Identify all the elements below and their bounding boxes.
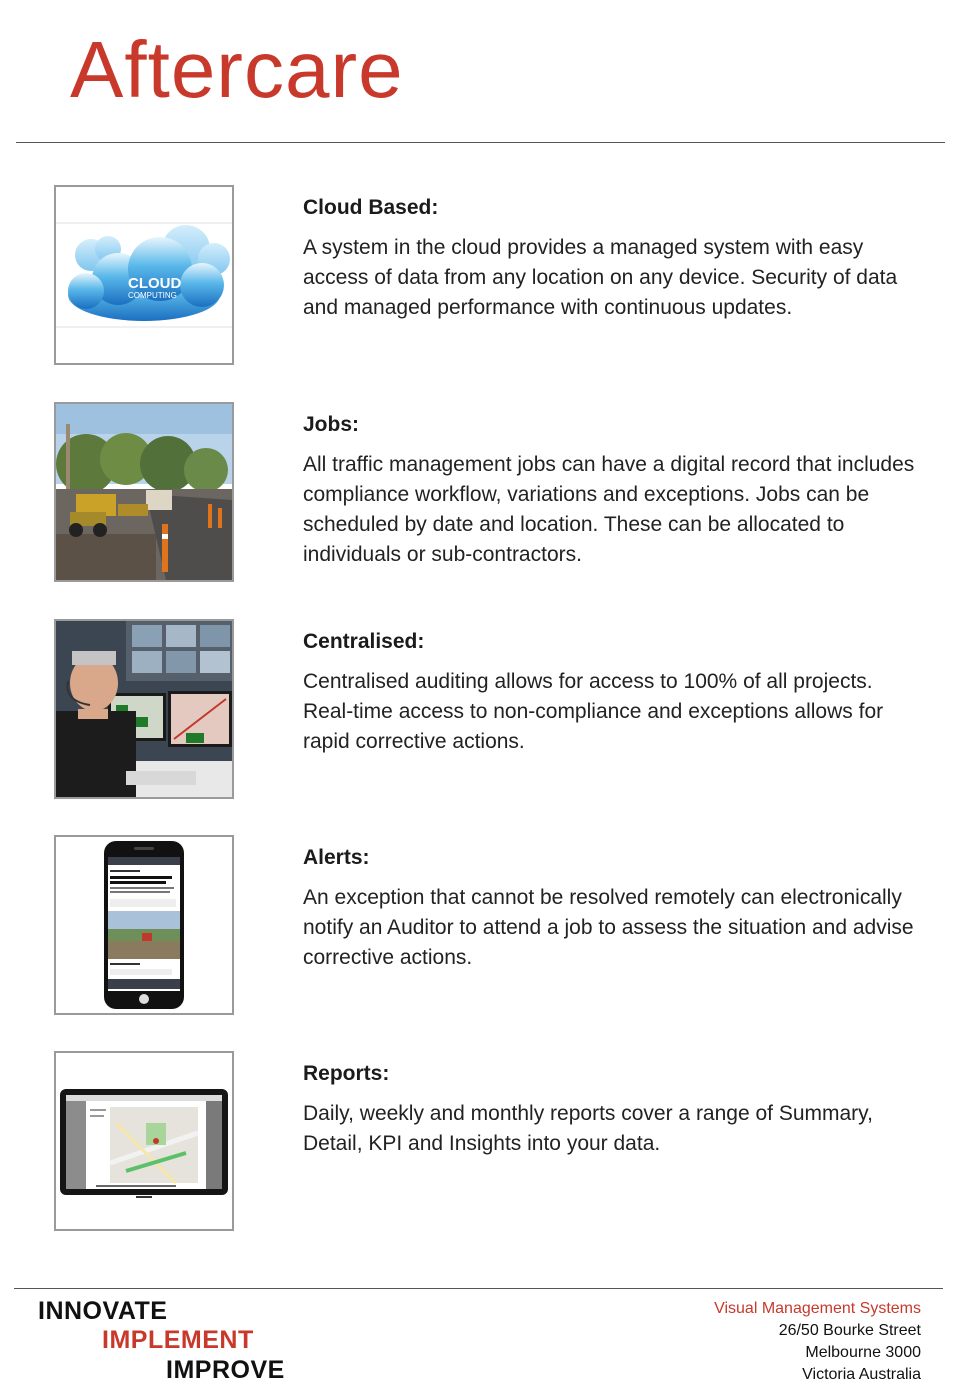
top-divider [16, 142, 945, 143]
address-line: Melbourne 3000 [805, 1344, 921, 1361]
tagline-implement: IMPLEMENT [102, 1326, 254, 1354]
cloud-computing-icon [54, 185, 234, 365]
section-heading: Alerts: [303, 846, 370, 869]
address-line: Victoria Australia [802, 1366, 921, 1383]
section-heading: Cloud Based: [303, 196, 439, 219]
section-cloud-based [54, 185, 934, 363]
section-body: Daily, weekly and monthly reports cover a range of Summary, Detail, KPI and Insights into your data. [303, 1102, 873, 1155]
section-body: All traffic management jobs can have a digital record that includes compliance workflow, variations and exceptions. Jobs can be scheduled by date and location. These can be allocated to individuals or sub-contractors. [303, 453, 915, 566]
control-room-photo [54, 619, 234, 799]
section-body: Centralised auditing allows for access to 100% of all projects. Real-time access to non-compliance and exceptions allows for rapid corrective actions. [303, 670, 884, 753]
tagline-innovate: INNOVATE [38, 1297, 168, 1325]
section-body: A system in the cloud provides a managed system with easy access of data from any location on any device. Security of data and managed performance with continuous updates. [303, 236, 898, 319]
tagline-improve: IMPROVE [166, 1356, 285, 1384]
smartphone-app-image [54, 835, 234, 1015]
computing-label: COMPUTING [128, 291, 177, 300]
section-heading: Centralised: [303, 630, 425, 653]
cloud-label: CLOUD [128, 275, 182, 292]
tablet-map-image [54, 1051, 234, 1231]
section-heading: Jobs: [303, 413, 360, 436]
section-heading: Reports: [303, 1062, 390, 1085]
address-line: 26/50 Bourke Street [778, 1322, 921, 1339]
section-centralised [54, 619, 934, 797]
section-alerts [54, 835, 934, 1013]
page-title: Aftercare [70, 25, 404, 114]
section-reports [54, 1051, 934, 1229]
company-address [714, 1298, 921, 1386]
section-jobs [54, 402, 934, 580]
roadworks-photo [54, 402, 234, 582]
bottom-divider [14, 1288, 943, 1289]
company-name: Visual Management Systems [714, 1300, 921, 1317]
section-body: An exception that cannot be resolved remotely can electronically notify an Auditor to attend a job to assess the situation and advise corrective actions. [303, 886, 914, 969]
